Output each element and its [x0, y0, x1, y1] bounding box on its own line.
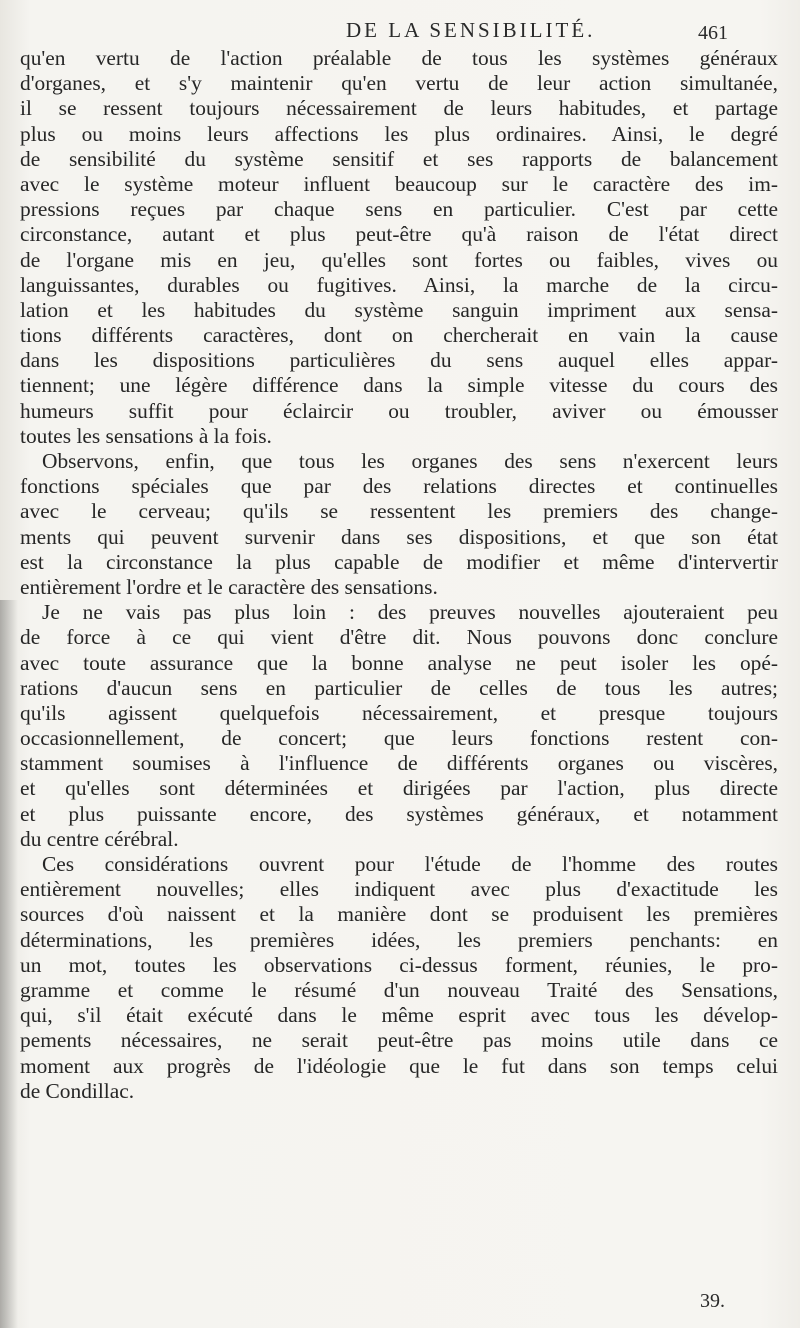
text-line: entièrement nouvelles; elles indiquent avec plus d'exactitude les — [20, 877, 778, 902]
text-line: lation et les habitudes du système sanguin impriment aux sensa- — [20, 297, 778, 322]
text-line: entièrement l'ordre et le caractère des sensations. — [20, 574, 438, 599]
text-line: gramme et comme le résumé d'un nouveau Traité des Sensations, — [20, 977, 778, 1002]
text-line: pements nécessaires, ne serait peut-être pas moins utile dans ce — [20, 1028, 778, 1053]
text-line: humeurs suffit pour éclaircir ou troubler, aviver ou émousser — [20, 398, 778, 423]
text-line: sources d'où naissent et la manière dont se produisent les premières — [20, 902, 778, 927]
signature-mark: 39. — [700, 1290, 725, 1312]
text-line: d'organes, et s'y maintenir qu'en vertu de leur action simultanée, — [20, 71, 778, 96]
text-line: avec le système moteur influent beaucoup sur le caractère des im- — [20, 171, 778, 196]
text-line: pressions reçues par chaque sens en particulier. C'est par cette — [20, 197, 778, 222]
text-line: de Condillac. — [20, 1078, 135, 1103]
text-line: et qu'elles sont déterminées et dirigées par l'action, plus directe — [20, 776, 778, 801]
text-line: déterminations, les premières idées, les premiers penchants: en — [20, 927, 778, 952]
binding-shadow — [0, 600, 18, 1328]
text-line: il se ressent toujours nécessairement de leurs habitudes, et partage — [20, 96, 778, 121]
body-text — [20, 46, 778, 1104]
text-line: tiennent; une légère différence dans la simple vitesse du cours des — [20, 373, 778, 398]
page-number: 461 — [698, 22, 728, 44]
text-line: un mot, toutes les observations ci-dessus forment, réunies, le pro- — [20, 952, 778, 977]
text-line: dans les dispositions particulières du sens auquel elles appar- — [20, 348, 778, 373]
text-line: fonctions spéciales que par des relations directes et continuelles — [20, 474, 778, 499]
text-line: moment aux progrès de l'idéologie que le fut dans son temps celui — [20, 1053, 778, 1078]
text-line: circonstance, autant et plus peut-être qu'à raison de l'état direct — [20, 222, 778, 247]
text-line: Ces considérations ouvrent pour l'étude de l'homme des routes — [42, 852, 778, 876]
text-line: toutes les sensations à la fois. — [20, 423, 272, 448]
text-line: tions différents caractères, dont on chercherait en vain la cause — [20, 323, 778, 348]
text-line: du centre cérébral. — [20, 826, 179, 851]
text-line: et plus puissante encore, des systèmes généraux, et notamment — [20, 801, 778, 826]
text-line: de force à ce qui vient d'être dit. Nous pouvons donc conclure — [20, 625, 778, 650]
text-line: plus ou moins leurs affections les plus ordinaires. Ainsi, le degré — [20, 121, 778, 146]
text-line: qu'ils agissent quelquefois nécessairement, et presque toujours — [20, 700, 778, 725]
text-line: ments qui peuvent survenir dans ses dispositions, et que son état — [20, 524, 778, 549]
text-line: stamment soumises à l'influence de différents organes ou viscères, — [20, 751, 778, 776]
text-line: qu'en vertu de l'action préalable de tous les systèmes généraux — [20, 46, 778, 70]
text-line: avec toute assurance que la bonne analyse ne peut isoler les opé- — [20, 650, 778, 675]
text-line: occasionnellement, de concert; que leurs fonctions restent con- — [20, 726, 778, 751]
text-line: est la circonstance la plus capable de modifier et même d'intervertir — [20, 549, 778, 574]
text-line: avec le cerveau; qu'ils se ressentent les premiers des change- — [20, 499, 778, 524]
running-title: DE LA SENSIBILITÉ. — [346, 18, 596, 42]
text-line: languissantes, durables ou fugitives. Ainsi, la marche de la circu- — [20, 272, 778, 297]
text-line: Observons, enfin, que tous les organes des sens n'exercent leurs — [42, 449, 778, 473]
text-line: de sensibilité du système sensitif et ses rapports de balancement — [20, 146, 778, 171]
text-line: rations d'aucun sens en particulier de celles de tous les autres; — [20, 675, 778, 700]
text-line: Je ne vais pas plus loin : des preuves nouvelles ajouteraient peu — [42, 600, 778, 625]
text-line: qui, s'il était exécuté dans le même esprit avec tous les dévelop- — [20, 1003, 778, 1028]
text-line: de l'organe mis en jeu, qu'elles sont fortes ou faibles, vives ou — [20, 247, 778, 272]
